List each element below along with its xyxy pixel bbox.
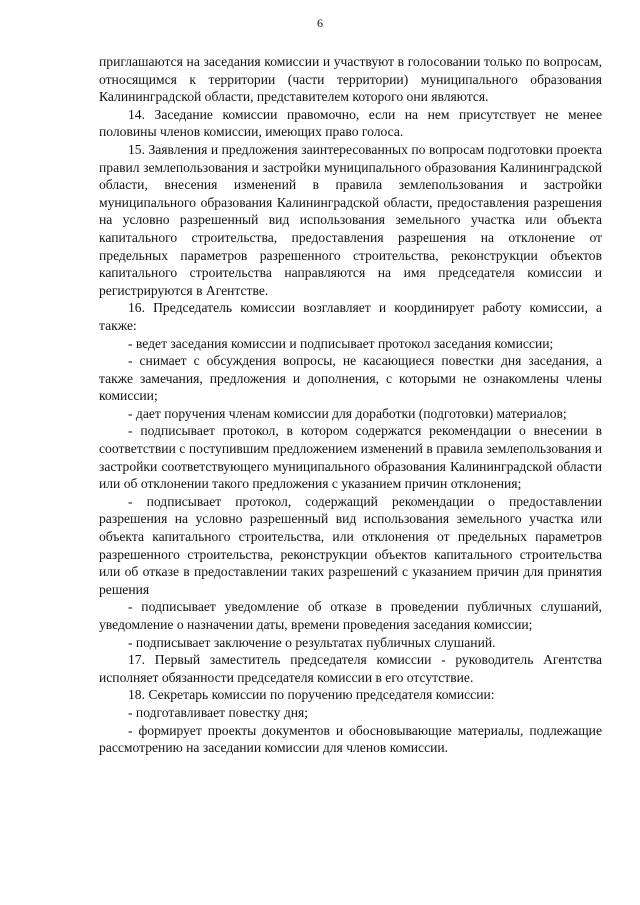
page-number: 6 [317, 16, 323, 30]
paragraph: 16. Председатель комиссии возглавляет и координирует работу комиссии, а также: [99, 300, 602, 333]
list-item: - подготавливает повестку дня; [128, 704, 309, 720]
list-item: - снимает с обсуждения вопросы, не касающиеся повестки дня заседания, а также замечания, предложения и дополнения, с которыми не ознакомлены члены комиссии; [99, 353, 602, 404]
list-item: - подписывает протокол, содержащий рекомендации о предоставлении разрешения на условно разрешенный вид использования земельного участка или объекта капитального строительства, или отклонения от предельных параметров разрешенного строительства, реконструкции объектов капитального строительства или об отказе в предоставлении таких разрешений с указанием причин для принятия решения [99, 493, 602, 597]
document-body [99, 53, 602, 757]
list-item: - дает поручения членам комиссии для доработки (подготовки) материалов; [128, 405, 567, 421]
list-item: - подписывает заключение о результатах публичных слушаний. [128, 634, 496, 650]
paragraph: 15. Заявления и предложения заинтересованных по вопросам подготовки проекта правил землепользования и застройки муниципального образования Калининградской области, внесения изменений в правила землепользования и застройки муниципального образования Калининградской области, предоставления разрешения на условно разрешенный вид использования земельного участка или объекта капитального строительства, предоставления разрешения на отклонение от предельных параметров разрешенного строительства, реконструкции объектов капитального строительства направляются на имя председателя комиссии и регистрируются в Агентстве. [99, 141, 602, 298]
list-item: - ведет заседания комиссии и подписывает протокол заседания комиссии; [128, 335, 554, 351]
paragraph: 17. Первый заместитель председателя комиссии - руководитель Агентства исполняет обязанности председателя комиссии в его отсутствие. [99, 652, 602, 685]
paragraph: 18. Секретарь комиссии по поручению председателя комиссии: [128, 687, 495, 703]
paragraph: приглашаются на заседания комиссии и участвуют в голосовании только по вопросам, относящимся к территории (части территории) муниципального образования Калининградской области, представителем которого они являются. [99, 54, 602, 105]
list-item: - подписывает уведомление об отказе в проведении публичных слушаний, уведомление о назначении даты, времени проведения заседания комиссии; [99, 599, 602, 632]
paragraph: 14. Заседание комиссии правомочно, если на нем присутствует не менее половины членов комиссии, имеющих право голоса. [99, 106, 602, 140]
list-item: - подписывает протокол, в котором содержатся рекомендации о внесении в соответствии с поступившим предложением изменений в правила землепользования и застройки соответствующего муниципального образования Калининградской области или об отклонении такого предложения с указанием причин отклонения; [99, 423, 602, 492]
list-item: - формирует проекты документов и обосновывающие материалы, подлежащие рассмотрению на заседании комиссии для членов комиссии. [99, 722, 602, 756]
